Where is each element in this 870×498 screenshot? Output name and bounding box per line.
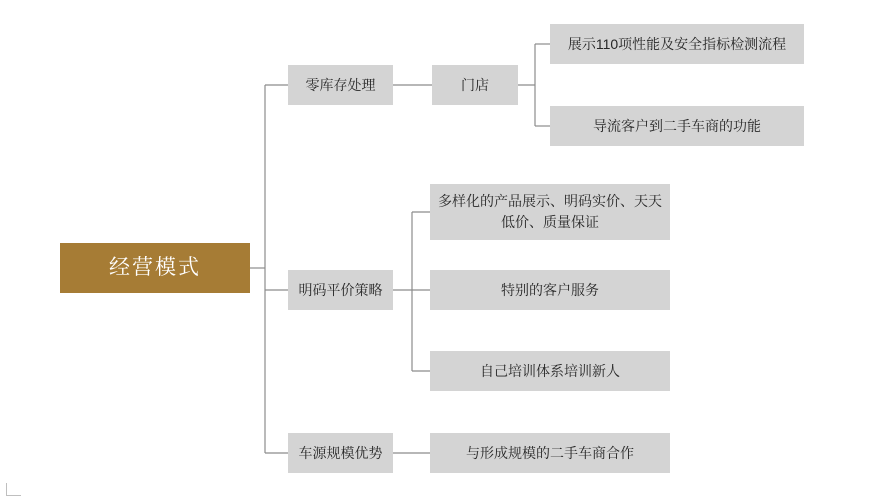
leaf-node-dealer-cooperation-label: 与形成规模的二手车商合作 — [466, 444, 634, 461]
leaf-node-customer-referral[interactable] — [550, 106, 804, 146]
leaf-node-special-service-label: 特别的客户服务 — [501, 281, 599, 298]
branch-node-supply-scale[interactable] — [288, 433, 393, 473]
branch-node-supply-scale-label: 车源规模优势 — [298, 444, 383, 461]
branch-node-pricing-strategy[interactable] — [288, 270, 393, 310]
root-node-label: 经营模式 — [109, 256, 201, 280]
branch-node-store[interactable] — [432, 65, 518, 105]
leaf-node-inspection-process-label: 展示110项性能及安全指标检测流程 — [567, 35, 787, 52]
leaf-node-product-display-label: 多样化的产品展示、明码实价、天天低价、质量保证 — [438, 193, 662, 230]
branch-node-inventory[interactable] — [288, 65, 393, 105]
leaf-node-inspection-process[interactable] — [550, 24, 804, 64]
corner-crop-mark — [6, 483, 21, 496]
leaf-node-customer-referral-label: 导流客户到二手车商的功能 — [593, 117, 761, 134]
leaf-node-training-system-label: 自己培训体系培训新人 — [480, 362, 620, 379]
root-node[interactable] — [60, 243, 250, 293]
branch-node-inventory-label: 零库存处理 — [305, 76, 376, 93]
leaf-node-dealer-cooperation[interactable] — [430, 433, 670, 473]
leaf-node-training-system[interactable] — [430, 351, 670, 391]
branch-node-pricing-strategy-label: 明码平价策略 — [298, 281, 383, 298]
leaf-node-special-service[interactable] — [430, 270, 670, 310]
branch-node-store-label: 门店 — [461, 76, 489, 93]
leaf-node-product-display[interactable] — [430, 184, 670, 240]
